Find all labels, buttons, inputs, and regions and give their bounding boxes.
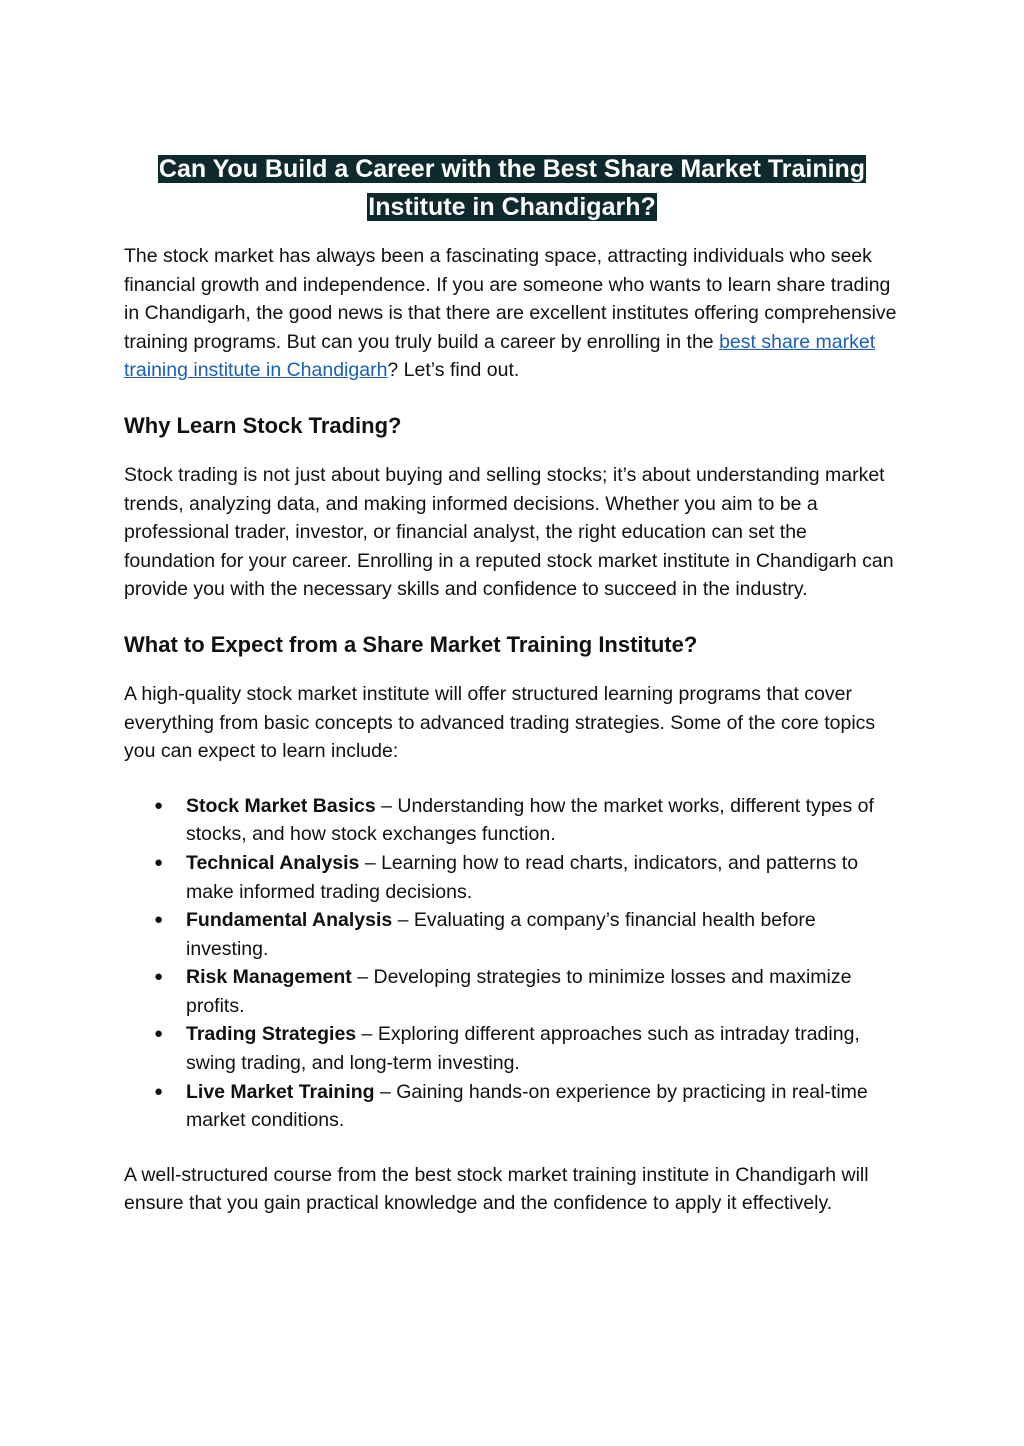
institute-link[interactable]: best share market training institute in Chandigarh	[124, 330, 876, 382]
topic-description: – Learning how to read charts, indicators, and patterns to make informed trading decisions.	[186, 851, 859, 903]
section-heading-what-to-expect: What to Expect from a Share Market Training Institute?	[124, 631, 698, 657]
bullet-icon: ●	[154, 853, 164, 871]
topic-description: – Understanding how the market works, different types of stocks, and how stock exchanges function.	[186, 794, 874, 846]
topic-term: Risk Management	[186, 966, 352, 989]
topic-description: – Exploring different approaches such as intraday trading, swing trading, and long-term investing.	[186, 1023, 860, 1075]
list-item	[124, 792, 900, 849]
closing-paragraph: A well-structured course from the best stock market training institute in Chandigarh will ensure that you gain practical knowledge and the confidence to apply it effectively.	[124, 1163, 869, 1215]
topic-description: – Gaining hands-on experience by practicing in real-time market conditions.	[186, 1080, 868, 1132]
list-item	[124, 1020, 900, 1077]
topic-description: – Evaluating a company’s financial health before investing.	[186, 909, 816, 960]
bullet-icon: ●	[154, 968, 164, 986]
topic-term: Stock Market Basics	[186, 794, 376, 817]
section-heading-why-learn: Why Learn Stock Trading?	[124, 412, 402, 438]
document-page	[124, 150, 900, 1244]
topic-term: Trading Strategies	[186, 1023, 357, 1046]
topic-term: Technical Analysis	[186, 851, 360, 874]
topic-description: – Developing strategies to minimize losses and maximize profits.	[186, 966, 852, 1017]
page-title-text: Can You Build a Career with the Best Share Market Training Institute in Chandigarh?	[158, 155, 866, 221]
bullet-icon: ●	[154, 911, 164, 929]
list-item	[124, 906, 900, 963]
bullet-icon: ●	[154, 1082, 164, 1100]
bullet-icon: ●	[154, 796, 164, 814]
intro-paragraph	[124, 242, 900, 385]
topic-term: Live Market Training	[186, 1080, 375, 1103]
list-item	[124, 1078, 900, 1135]
intro-text-start: The stock market has always been a fascinating space, attracting individuals who seek financial growth and independence. If you are someone who wants to learn share trading in Chandigarh, the good news is that there are excellent institutes offering comprehensive training programs. But can you truly build a career by enrolling in the	[124, 245, 897, 353]
topic-term: Fundamental Analysis	[186, 909, 393, 932]
bullet-icon: ●	[154, 1025, 164, 1043]
list-item	[124, 849, 900, 906]
list-item	[124, 963, 900, 1020]
intro-text-end: ? Let’s find out.	[387, 359, 520, 382]
why-learn-paragraph: Stock trading is not just about buying and selling stocks; it’s about understanding market trends, analyzing data, and making informed decisions. Whether you aim to be a professional trader, investor, or financial analyst, the right education can set the foundation for your career. Enrolling in a reputed stock market institute in Chandigarh can provide you with the necessary skills and confidence to succeed in the industry.	[124, 463, 894, 601]
what-to-expect-paragraph: A high-quality stock market institute will offer structured learning programs that cover everything from basic concepts to advanced trading strategies. Some of the core topics you can expect to learn include:	[124, 682, 876, 763]
page-title	[124, 150, 900, 226]
topics-list	[124, 792, 900, 1135]
